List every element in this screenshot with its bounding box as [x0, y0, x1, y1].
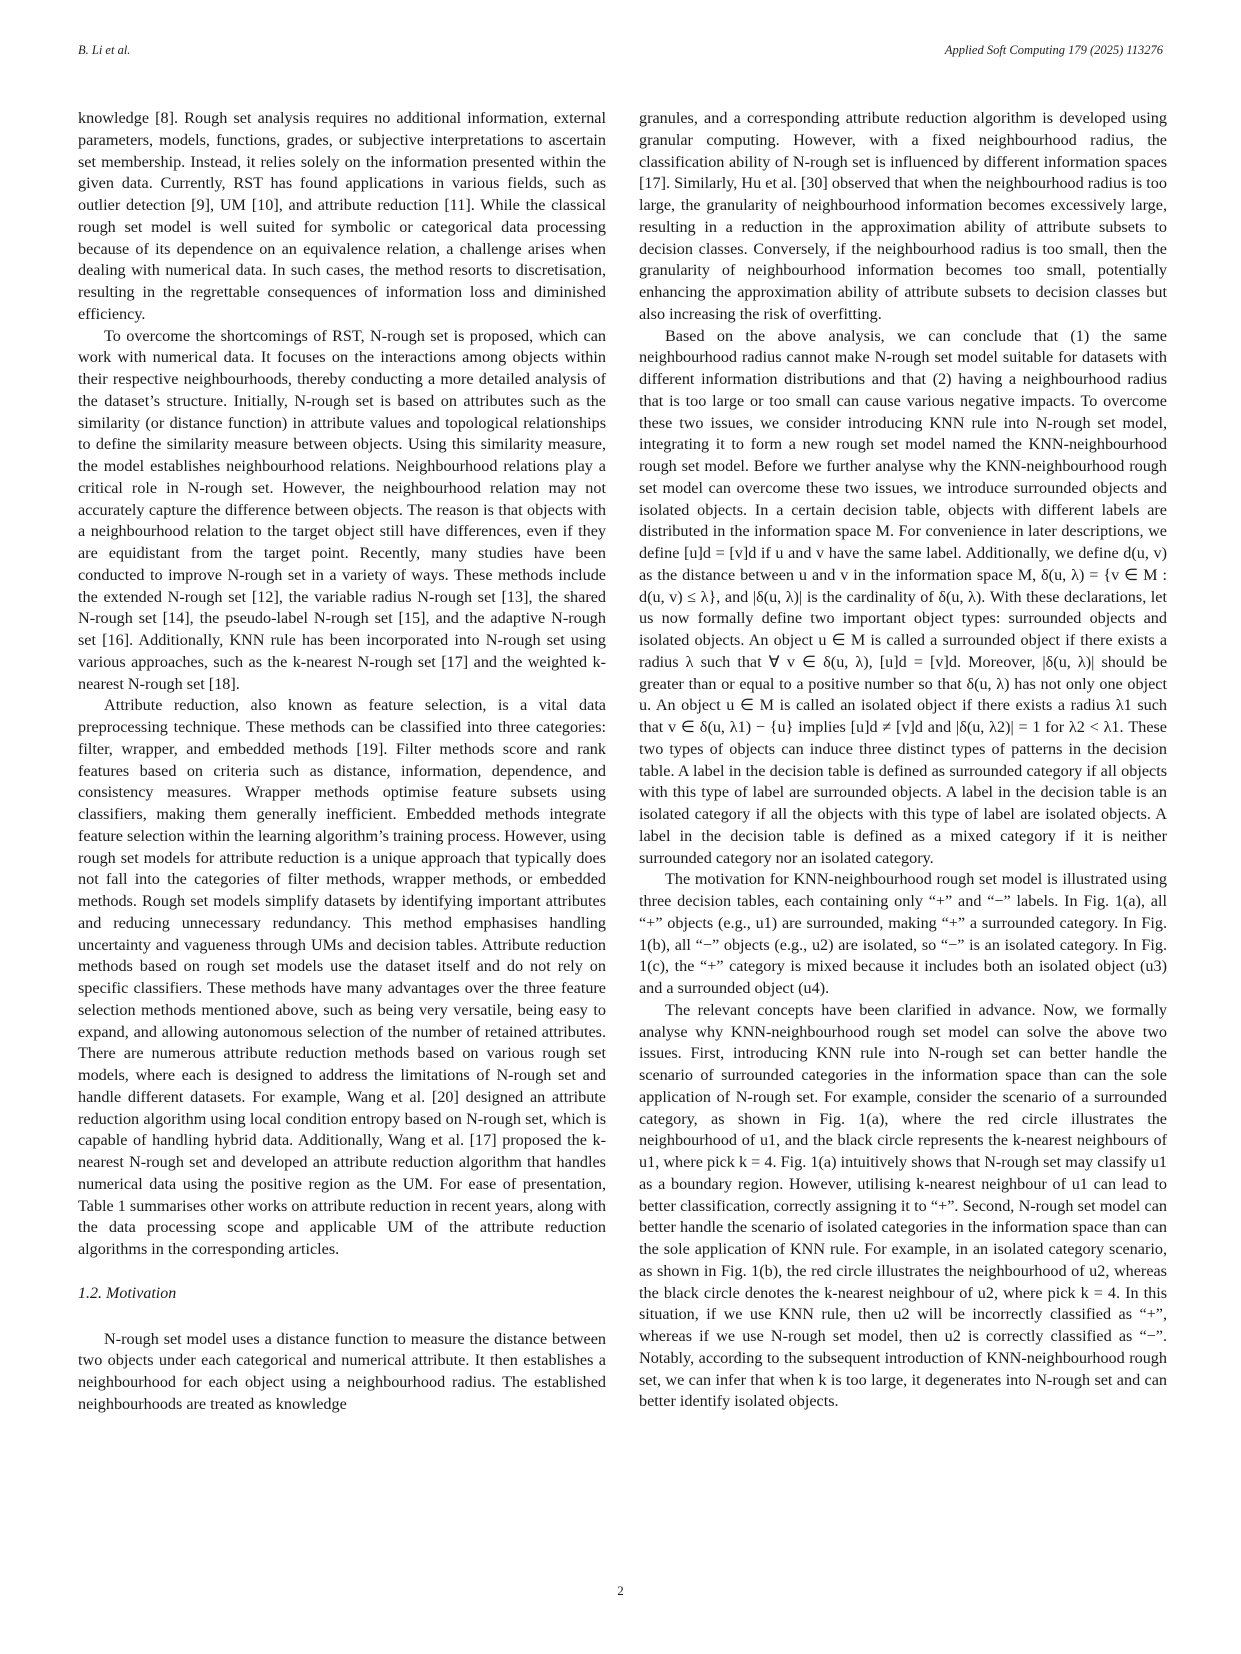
paragraph: To overcome the shortcomings of RST, N-rough set is proposed, which can work with numerical data. It focuses on the interactions among objects within their respective neighbourhoods, thereby conducting a more detailed analysis of the dataset’s structure. Initially, N-rough set is based on attributes such as the similarity (or distance function) in attribute values and topological relationships to define the similarity measure between objects. Using this similarity measure, the model establishes neighbourhood relations. Neighbourhood relations play a critical role in N-rough set. However, the neighbourhood relation may not accurately capture the difference between objects. The reason is that objects with a neighbourhood relation to the target object still have differences, even if they are equidistant from the target point. Recently, many studies have been conducted to improve N-rough set in a variety of ways. These methods include the extended N-rough set [12], the variable radius N-rough set [13], the shared N-rough set [14], the pseudo-label N-rough set [15], and the adaptive N-rough set [16]. Additionally, KNN rule has been incorporated into N-rough set using various approaches, such as the k-nearest N-rough set [17] and the weighted k-nearest N-rough set [18].	[78, 326, 606, 693]
paragraph: The relevant concepts have been clarified in advance. Now, we formally analyse why KNN-neighbourhood rough set model can solve the above two issues. First, introducing KNN rule into N-rough set can better handle the scenario of surrounded categories in the information space than can the sole application of N-rough set. For example, consider the scenario of a surrounded category, as shown in Fig. 1(a), where the red circle illustrates the neighbourhood of u1, and the black circle represents the k-nearest neighbours of u1, where pick k = 4. Fig. 1(a) intuitively shows that N-rough set may classify u1 as a boundary region. However, utilising k-nearest neighbour of u1 can lead to better classification, correctly assigning it to “+”. Second, N-rough set model can better handle the scenario of isolated categories in the information space than can the sole application of KNN rule. For example, in an isolated category scenario, as shown in Fig. 1(b), the red circle illustrates the neighbourhood of u2, whereas the black circle denotes the k-nearest neighbour of u2, where pick k = 4. In this situation, if we use KNN rule, then u2 will be incorrectly classified as “+”, whereas if we use N-rough set model, then u2 is correctly classified as “−”. Notably, according to the subsequent introduction of KNN-neighbourhood rough set, we can infer that when k is too large, it degenerates into N-rough set and can better identify isolated objects.	[639, 1000, 1167, 1411]
running-header-journal: Applied Soft Computing 179 (2025) 113276	[944, 43, 1163, 57]
running-header-authors: B. Li et al.	[78, 43, 131, 57]
paragraph: Based on the above analysis, we can conclude that (1) the same neighbourhood radius cannot make N-rough set model suitable for datasets with different information distributions and that (2) having a neighbourhood radius that is too large or too small can cause various negative impacts. To overcome these two issues, we consider introducing KNN rule into N-rough set model, integrating it to form a new rough set model named the KNN-neighbourhood rough set model. Before we further analyse why the KNN-neighbourhood rough set model can overcome these two issues, we introduce surrounded objects and isolated objects. In a certain decision table, objects with different labels are distributed in the information space M. For convenience in later descriptions, we define [u]d = [v]d if u and v have the same label. Additionally, we define d(u, v) as the distance between u and v in the information space M, δ(u, λ) = {v ∈ M : d(u, v) ≤ λ}, and |δ(u, λ)| is the cardinality of δ(u, λ). With these declarations, let us now formally define two important object types: surrounded objects and isolated objects. An object u ∈ M is called a surrounded object if there exists a radius λ such that ∀ v ∈ δ(u, λ), [u]d = [v]d. Moreover, |δ(u, λ)| should be greater than or equal to a positive number so that δ(u, λ) has not only one object u. An object u ∈ M is called an isolated object if there exists a radius λ1 such that v ∈ δ(u, λ1) − {u} implies [u]d ≠ [v]d and |δ(u, λ2)| = 1 for λ2 < λ1. These two types of objects can induce three distinct types of patterns in the decision table. A label in the decision table is defined as surrounded category if all objects with this type of label are surrounded objects. A label in the decision table is an isolated category if all the objects with this type of label are isolated objects. A label in the decision table is defined as a mixed category if it is neither surrounded category nor an isolated category.	[639, 326, 1167, 867]
paragraph: knowledge [8]. Rough set analysis requires no additional information, external parameters, models, functions, grades, or subjective interpretations to ascertain set membership. Instead, it relies solely on the information presented within the given data. Currently, RST has found applications in various fields, such as outlier detection [9], UM [10], and attribute reduction [11]. While the classical rough set model is well suited for symbolic or categorical data processing because of its dependence on an equivalence relation, a challenge arises when dealing with numerical data. In such cases, the method resorts to discretisation, resulting in the regrettable consequences of information loss and diminished efficiency.	[78, 109, 606, 323]
paragraph: N-rough set model uses a distance function to measure the distance between two objects under each categorical and numerical attribute. It then establishes a neighbourhood for each object using a neighbourhood radius. The established neighbourhoods are treated as knowledge	[78, 1329, 606, 1413]
left-column	[78, 108, 606, 1416]
paragraph: granules, and a corresponding attribute reduction algorithm is developed using granular computing. However, with a fixed neighbourhood radius, the classification ability of N-rough set is influenced by different information spaces [17]. Similarly, Hu et al. [30] observed that when the neighbourhood radius is too large, the granularity of neighbourhood information becomes excessively large, resulting in a reduction in the approximation ability of attribute subsets to decision classes. Conversely, if the neighbourhood radius is too small, then the granularity of neighbourhood information becomes too small, potentially enhancing the approximation ability of attribute subsets to decision classes but also increasing the risk of overfitting.	[639, 109, 1167, 323]
paragraph: Attribute reduction, also known as feature selection, is a vital data preprocessing technique. These methods can be classified into three categories: filter, wrapper, and embedded methods [19]. Filter methods score and rank features based on criteria such as distance, information, dependence, and consistency measures. Wrapper methods optimise feature subsets using classifiers, making them generally inefficient. Embedded methods integrate feature selection within the learning algorithm’s training process. However, using rough set models for attribute reduction is a unique approach that typically does not fall into the categories of filter methods, wrapper methods, or embedded methods. Rough set models simplify datasets by identifying important attributes and reducing unnecessary redundancy. This method emphasises handling uncertainty and vagueness through UMs and decision tables. Attribute reduction methods based on rough set models use the dataset itself and do not rely on specific classifiers. These methods have many advantages over the three feature selection methods mentioned above, such as being very versatile, being easy to expand, and allowing autonomous selection of the number of retained attributes. There are numerous attribute reduction methods based on various rough set models, where each is designed to address the limitations of N-rough set and handle different datasets. For example, Wang et al. [20] designed an attribute reduction algorithm using local condition entropy based on N-rough set, which is capable of handling hybrid data. Additionally, Wang et al. [17] proposed the k-nearest N-rough set and developed an attribute reduction algorithm that handles numerical data using the positive region as the UM. For ease of presentation, Table 1 summarises other works on attribute reduction in recent years, along with the data processing scope and applicable UM of the attribute reduction algorithms in the corresponding articles.	[78, 696, 606, 1258]
section-heading: 1.2. Motivation	[78, 1284, 177, 1302]
page-number: 2	[617, 1583, 624, 1598]
right-column	[639, 108, 1167, 1413]
paragraph: The motivation for KNN-neighbourhood rough set model is illustrated using three decision tables, each containing only “+” and “−” labels. In Fig. 1(a), all “+” objects (e.g., u1) are surrounded, making “+” a surrounded category. In Fig. 1(b), all “−” objects (e.g., u2) are isolated, so “−” is an isolated category. In Fig. 1(c), the “+” category is mixed because it includes both an isolated object (u3) and a surrounded object (u4).	[639, 870, 1167, 997]
